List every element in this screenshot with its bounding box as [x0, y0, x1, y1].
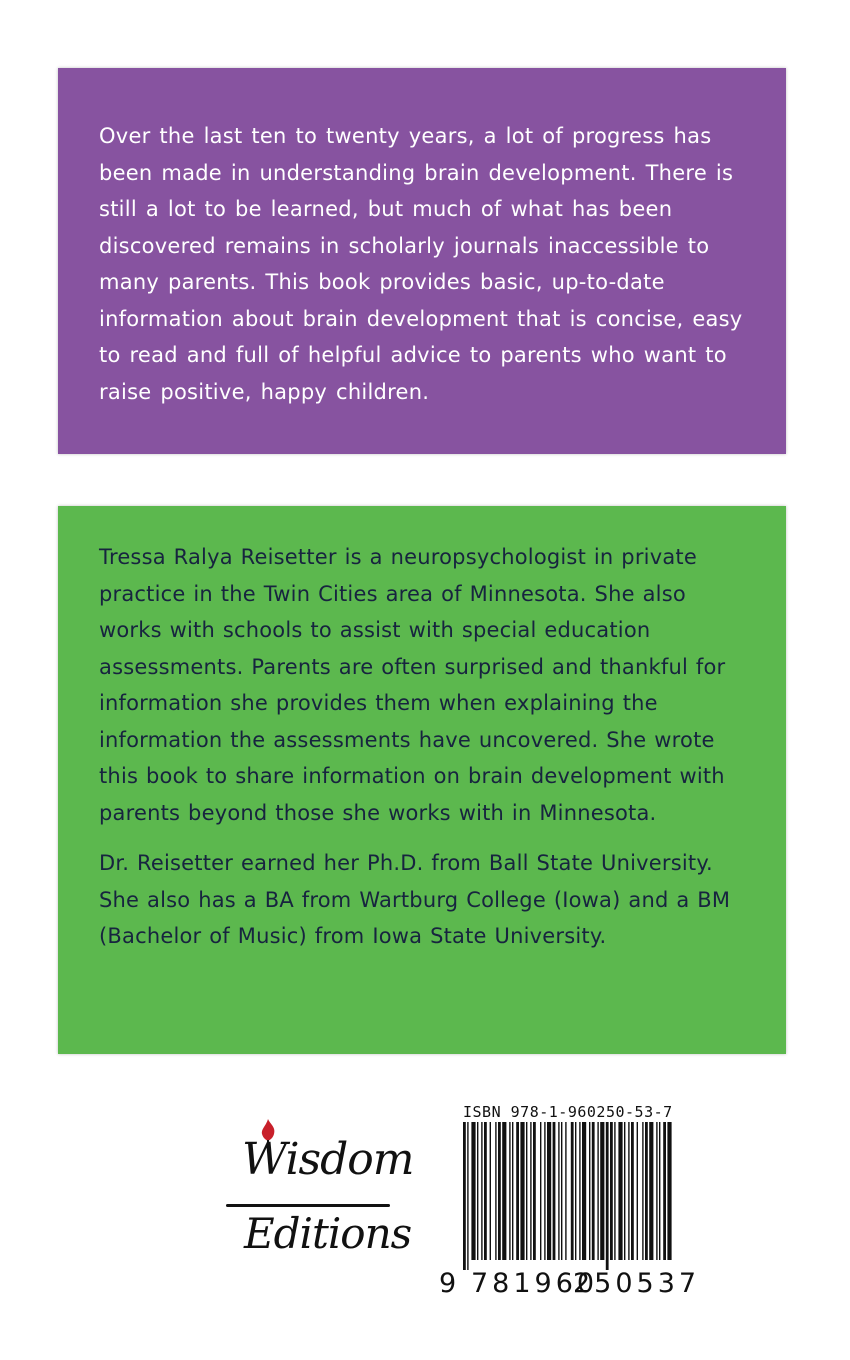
publisher-name-line1: Wisdom: [242, 1134, 414, 1185]
barcode-digit-first: 9: [439, 1268, 457, 1299]
author-bio: Tressa Ralya Reisetter is a neuropsychologist in private practice in the Twin Cities area of Minnesota. She also works with schools to assist with special education assessments. Parents are often surprised and thankful for information she provides them when explaining the information the assessments have uncovered. She wrote this book to share information on brain development with parents beyond those she works with in Minnesota.: [99, 545, 726, 825]
author-panel: [58, 506, 786, 1054]
publisher-name-line2: Editions: [244, 1209, 412, 1258]
author-credentials: Dr. Reisetter earned her Ph.D. from Ball State University. She also has a BA from Wartburg College (Iowa) and a BM (Bachelor of Music) from Iowa State University.: [99, 851, 731, 948]
isbn-barcode: [439, 1100, 701, 1300]
barcode-digits-right: 250537: [573, 1268, 701, 1299]
barcode-bars: [455, 1122, 685, 1270]
isbn-label: ISBN 978-1-960250-53-7: [463, 1103, 673, 1121]
blurb-text: Over the last ten to twenty years, a lot of progress has been made in understanding brain development. There is still a lot to be learned, but much of what has been discovered remains in scholarly journals inaccessible to many parents. This book provides basic, up-to-date information about brain development that is concise, easy to read and full of helpful advice to parents who want to raise positive, happy children.: [99, 124, 743, 404]
publisher-logo: [226, 1118, 414, 1268]
barcode-digits-left: 781960: [471, 1268, 599, 1299]
blurb-panel: [58, 68, 786, 454]
